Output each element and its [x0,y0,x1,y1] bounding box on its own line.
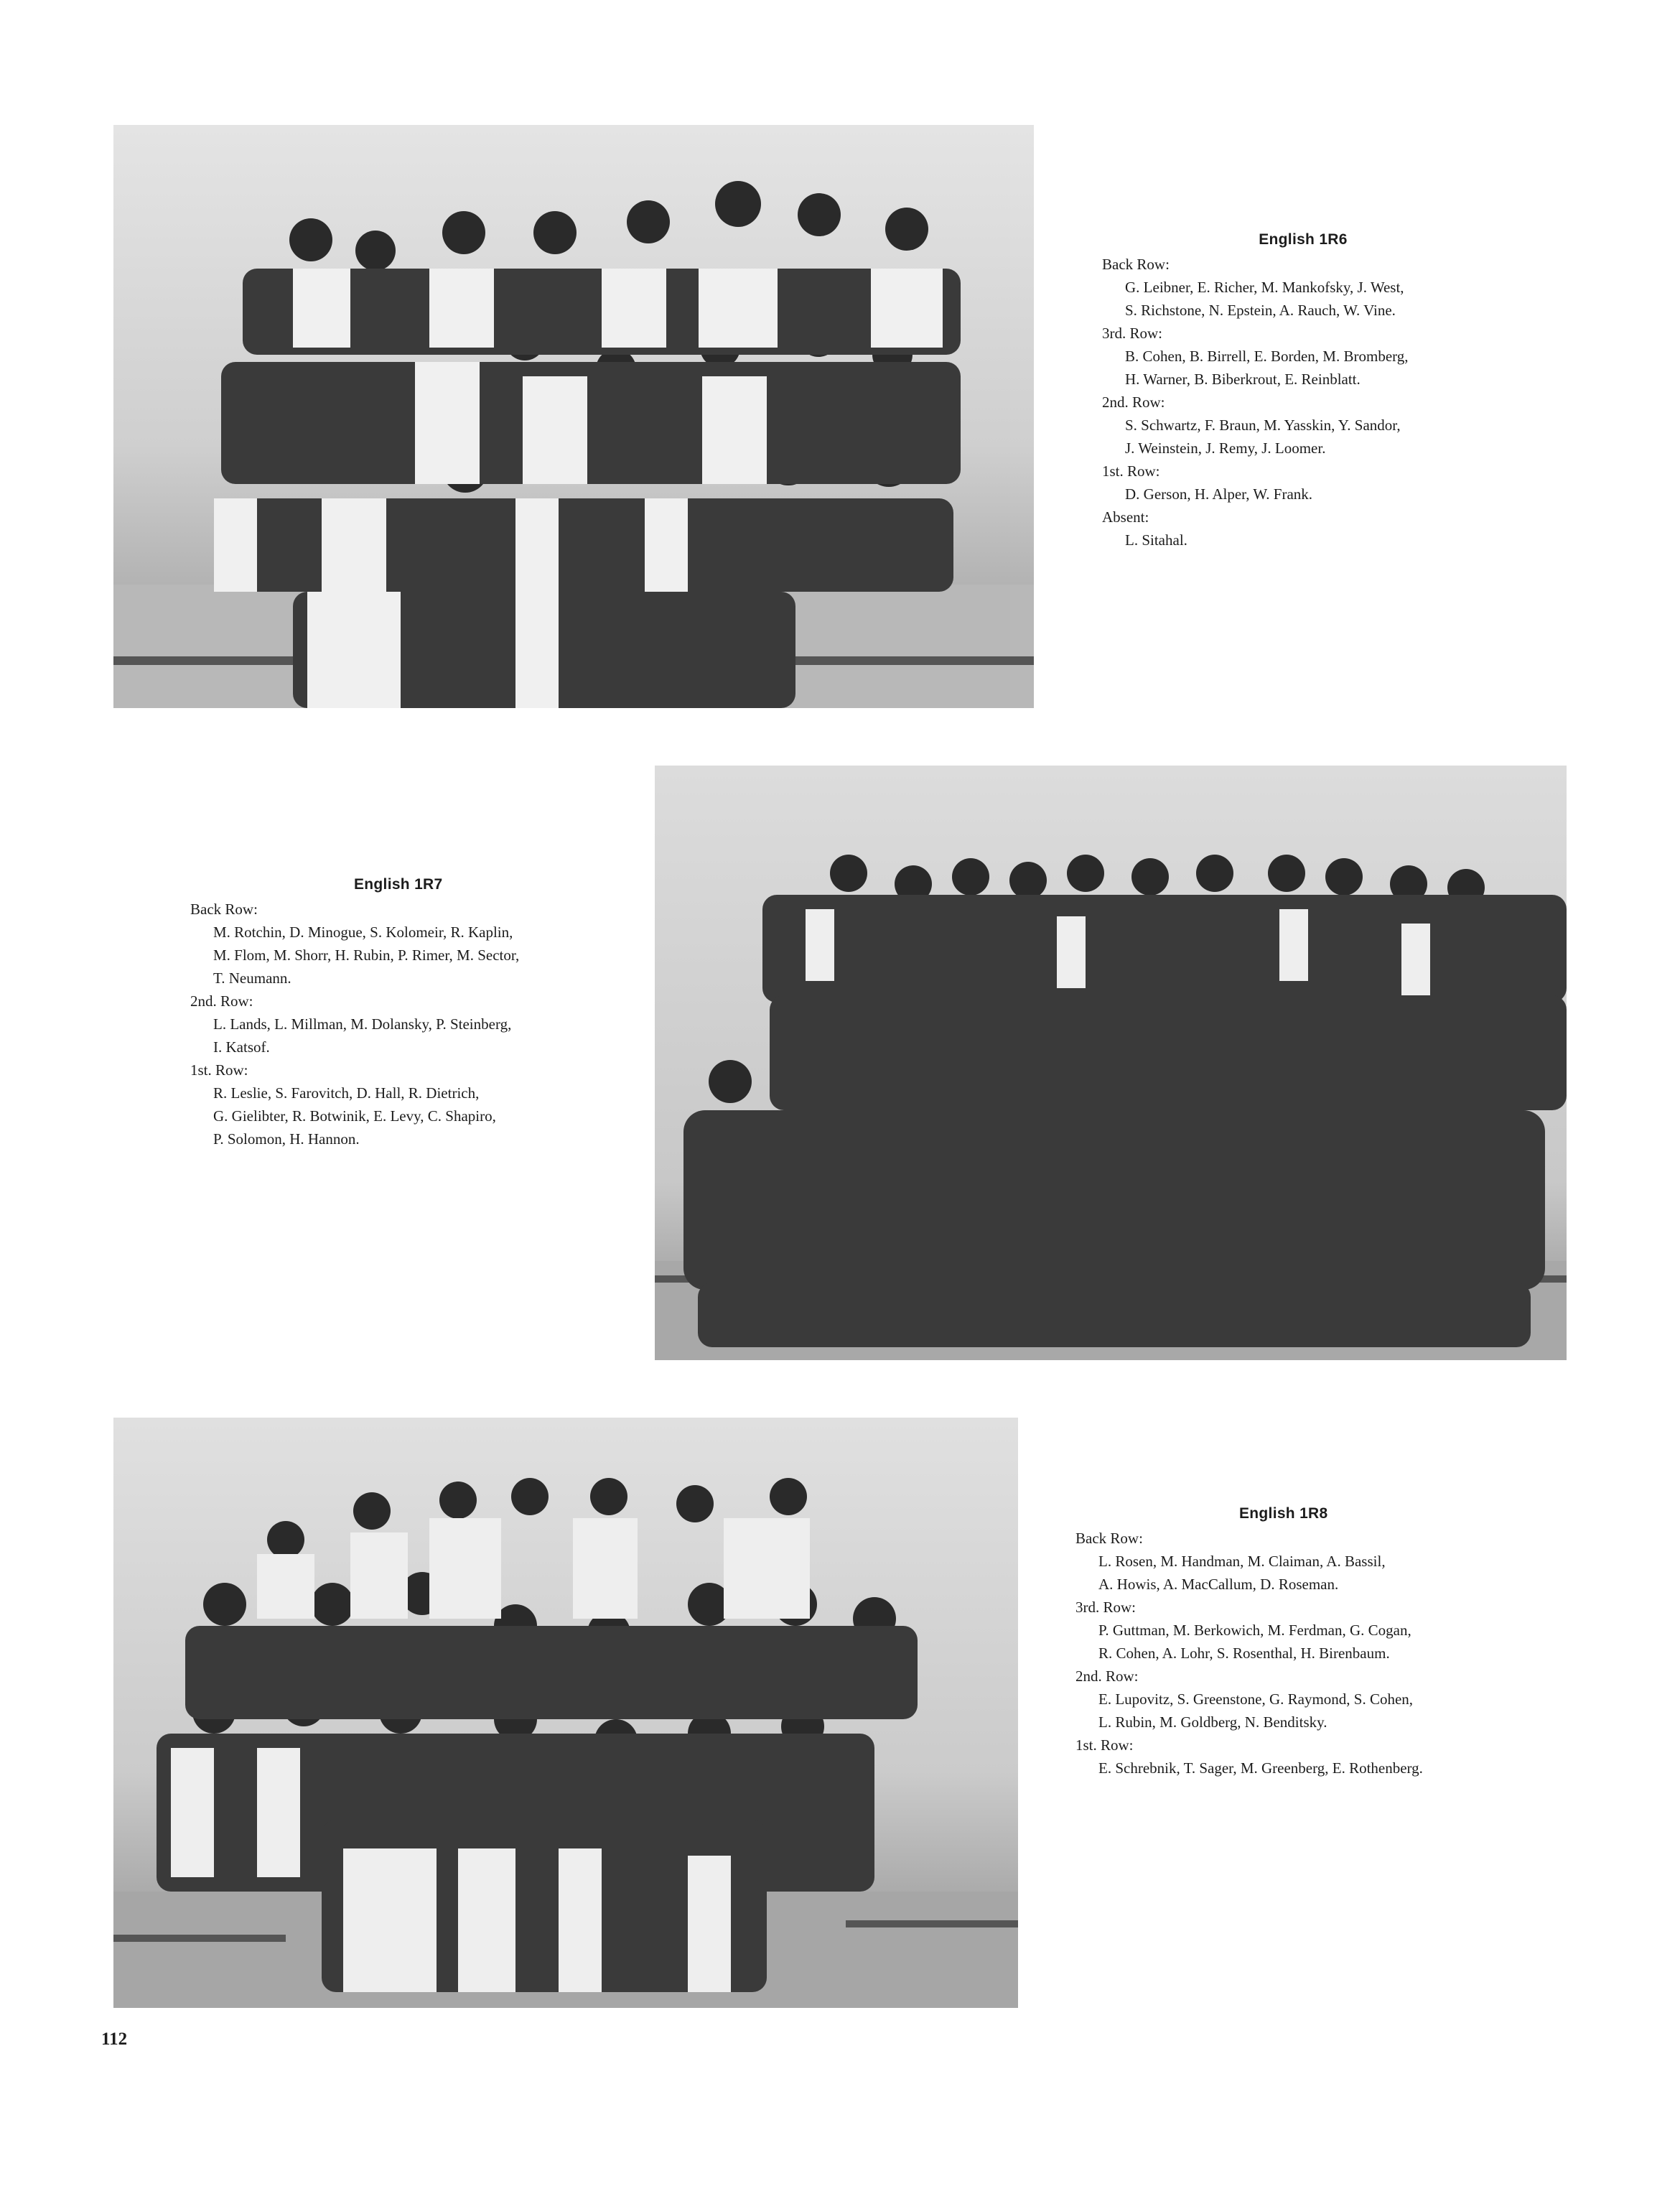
row-names: B. Cohen, B. Birrell, E. Borden, M. Bromberg, [1125,348,1409,365]
class-photo-1r7 [655,766,1567,1360]
row-names: L. Rubin, M. Goldberg, N. Benditsky. [1098,1713,1327,1731]
caption-1r7 [190,876,621,1150]
row-label: 1st. Row: [1075,1736,1134,1754]
row-names: T. Neumann. [213,969,291,987]
class-photo-1r8 [113,1418,1018,2008]
caption-title-1r7: English 1R7 [354,876,443,893]
row-label: Back Row: [1075,1530,1143,1547]
class-photo-1r6 [113,125,1034,708]
row-names: E. Lupovitz, S. Greenstone, G. Raymond, S. Cohen, [1098,1690,1414,1708]
row-label: 2nd. Row: [190,992,253,1010]
caption-1r6 [1102,231,1504,552]
row-label: 3rd. Row: [1075,1599,1136,1616]
caption-title-1r6: English 1R6 [1259,231,1348,248]
row-names: P. Solomon, H. Hannon. [213,1130,360,1148]
row-names: L. Sitahal. [1125,531,1187,549]
caption-rows-1r6 [1102,253,1504,552]
row-names: R. Cohen, A. Lohr, S. Rosenthal, H. Birenbaum. [1098,1645,1390,1662]
row-names: L. Rosen, M. Handman, M. Claiman, A. Bassil, [1098,1553,1386,1570]
row-names: A. Howis, A. MacCallum, D. Roseman. [1098,1576,1339,1593]
row-names: L. Lands, L. Millman, M. Dolansky, P. Steinberg, [213,1015,512,1033]
caption-1r8 [1075,1505,1535,1780]
row-names: I. Katsof. [213,1038,270,1056]
page-number: 112 [101,2029,128,2049]
row-label: Back Row: [1102,256,1170,273]
row-names: H. Warner, B. Biberkrout, E. Reinblatt. [1125,371,1361,388]
row-label: 2nd. Row: [1102,394,1165,411]
row-names: S. Richstone, N. Epstein, A. Rauch, W. Vine. [1125,302,1396,319]
row-label: Absent: [1102,508,1149,526]
row-label: 3rd. Row: [1102,325,1162,342]
row-names: P. Guttman, M. Berkowich, M. Ferdman, G. Cogan, [1098,1622,1411,1639]
caption-rows-1r8 [1075,1527,1535,1780]
row-names: E. Schrebnik, T. Sager, M. Greenberg, E. Rothenberg. [1098,1759,1423,1777]
row-names: G. Gielibter, R. Botwinik, E. Levy, C. Shapiro, [213,1107,496,1125]
row-names: S. Schwartz, F. Braun, M. Yasskin, Y. Sandor, [1125,417,1401,434]
row-label: 1st. Row: [190,1061,248,1079]
caption-rows-1r7 [190,898,621,1150]
caption-title-1r8: English 1R8 [1239,1505,1328,1522]
row-names: J. Weinstein, J. Remy, J. Loomer. [1125,439,1326,457]
row-names: G. Leibner, E. Richer, M. Mankofsky, J. West, [1125,279,1404,296]
row-names: M. Rotchin, D. Minogue, S. Kolomeir, R. Kaplin, [213,924,513,941]
row-names: R. Leslie, S. Farovitch, D. Hall, R. Dietrich, [213,1084,480,1102]
row-names: M. Flom, M. Shorr, H. Rubin, P. Rimer, M. Sector, [213,947,520,964]
row-names: D. Gerson, H. Alper, W. Frank. [1125,485,1313,503]
row-label: 2nd. Row: [1075,1668,1139,1685]
row-label: 1st. Row: [1102,462,1160,480]
row-label: Back Row: [190,901,258,918]
